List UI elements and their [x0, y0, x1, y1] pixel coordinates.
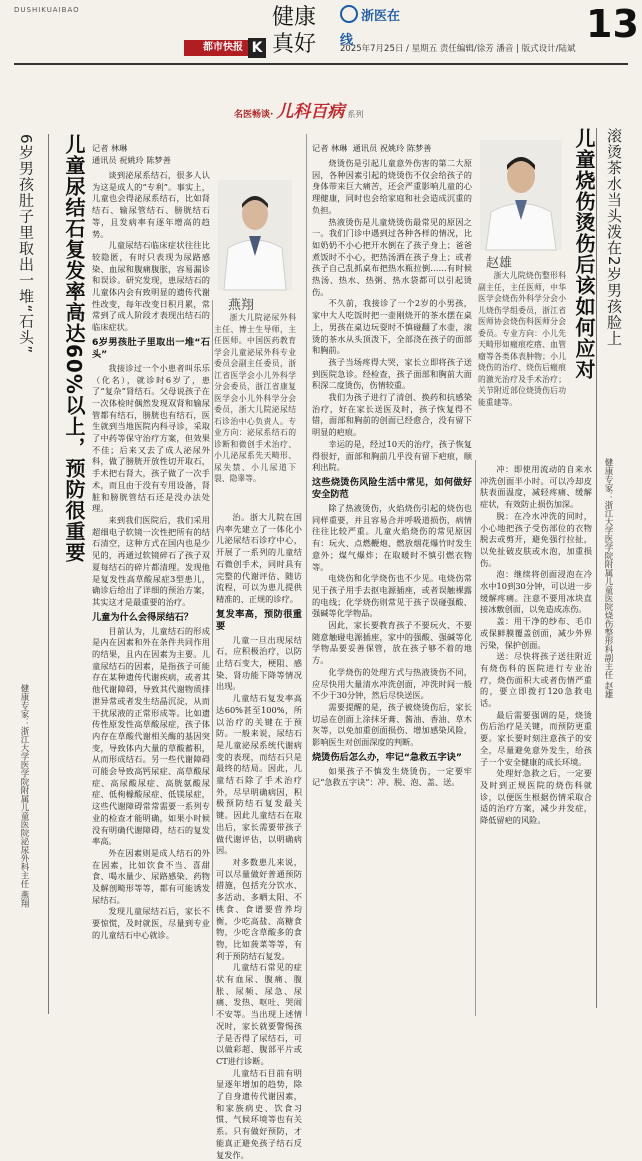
expert-bio-right: 浙大儿院烧伤整形科副主任，主任医师，中华医学会烧伤外科学分会小儿烧伤学组委员，浙江省医师协会烧伤科医师分会委员。专业方向：小儿先天畸形如瘢痕疙瘩、血管瘤等各类体表肿物；小儿烧伤的治疗、烧伤后瘢痕的激光治疗及手术治疗；关节附近部位烧烫伤后功能重建等。 [478, 271, 566, 407]
paragraph: 处理好急救之后，一定要及时到正规医院的烧伤科就诊，以便医生根据伤情采取合适的治疗方案，减少并发症，降低留疤的风险。 [480, 768, 592, 826]
left-byline-correspondent: 通讯员 祝姚玲 陈梦善 [92, 155, 171, 165]
paragraph: 脱：在冷水冲洗的同时，小心地把孩子受伤部位的衣物脱去或剪开，避免强行拉扯，以免扯破皮肤或水泡，加重损伤。 [480, 510, 592, 568]
left-byline [92, 142, 212, 166]
paragraph: 不久前，我接诊了一个2岁的小男孩，家中大人吃饭时把一壶刚烧开的茶水摆在桌上，男孩在桌边玩耍时不慎碰翻了水壶，滚烫的茶水从头顶泼下，全部浇在孩子的面部和胸前。 [312, 298, 472, 356]
right-credit: 健康专家：浙江大学医学院附属儿童医院烧伤整形科副主任 赵雄 [603, 458, 613, 699]
dateline: 2025年7月25日 / 星期五 责任编辑/徐芳 潘音 | 版式设计/陆斌 [340, 44, 576, 54]
paragraph: 幸运的是，经过10天的治疗，孩子恢复得很好，面部和胸前几乎没有留下疤痕，顺利出院。 [312, 438, 472, 473]
masthead-site-name: DUSHIKUAIBAO [14, 6, 80, 14]
right-byline-correspondent: 通讯员 祝姚玲 陈梦善 [352, 143, 432, 153]
series-suffix: 系列 [347, 110, 364, 119]
brand-logo-k-icon: K [248, 38, 266, 58]
section-heading: 这些烧烫伤风险生活中常见，如何做好安全防范 [312, 476, 472, 500]
expert-portrait-yan-xiang [218, 180, 292, 290]
paragraph: 如果孩子不慎发生烧烫伤，一定要牢记“急救五字诀”：冲、脱、泡、盖、送。 [312, 765, 472, 788]
paragraph: 儿童结石复发率高达60%甚至100%，所以治疗的关键在于预防。一般来说，尿结石是儿童泌尿系统代谢病变的表现，而结石只是最终的结局。因此，儿童结石除了手术治疗外，尽早明确病因，积极预防结石复发最关键。因此儿童结石在取出后，家长需要带孩子做代谢评估，以明确病因。 [216, 693, 302, 856]
paragraph: 儿童一旦出现尿结石，应积极治疗，以防止结石变大，梗阻、感染、肾功能下降等情况出现。 [216, 634, 302, 692]
paragraph: 发现儿童尿结石后，家长不要惊慌，及时就医，尽量到专业的儿童结石中心就诊。 [92, 906, 210, 940]
section-heading: 复发率高，预防很重要 [216, 608, 302, 632]
page-number: 13 [586, 2, 639, 46]
right-article-column-1 [312, 158, 472, 1016]
expert-name-left: 燕翔 [228, 298, 255, 313]
paragraph: 热液烫伤是儿童烧烫伤最常见的原因之一。我们门诊中遇到过各种各样的情况，比如奶奶不小心把开水倒在了孩子身上；爸爸煮饭时不小心，把热汤洒在孩子身上；或者孩子自己乱抓桌布把热水瓶拉倒……有时候热汤、热水、热粥、热水袋都可以引起烫伤。 [312, 216, 472, 297]
paragraph: 电烧伤和化学烧伤也不少见。电烧伤常见于孩子用手去抠电源插座，或者误触裸露的电线；化学烧伤则常见于孩子误碰强酸、强碱等化学物品。 [312, 573, 472, 619]
paragraph: 除了热液烫伤，火焰烧伤引起的烧伤也同样重要，并且容易合并呼吸道损伤，病情往往比较严重。儿童火焰烧伤的常见原因有：玩火、点燃鞭炮、燃放烟花爆竹时发生意外；煤气爆炸；在取暖时不慎引燃衣物等。 [312, 502, 472, 572]
expert-bio-left: 浙大儿院泌尿外科主任、博士生导师，主任医师。中国医药教育学会儿童泌尿外科专业委员会副主任委员，浙江省医学会小儿外科学分会委员，浙江省康复医学会小儿外科学分会委员，浙大儿院泌尿结石诊治中心负责人。专业方向：泌尿系结石的诊断和微创手术治疗、小儿泌尿系先天畸形、尿失禁、小儿尿道下裂、隐睾等。 [214, 313, 296, 483]
left-byline-reporter: 记者 林琳 [92, 143, 128, 153]
masthead-rule [14, 63, 628, 65]
right-column-rule [475, 460, 476, 1016]
paragraph: 我接诊过一个小患者叫乐乐（化名），就诊时6岁了，患了“复杂”肾结石。父母说孩子在一次体检时偶然发现双肾和输尿管都有结石，膀胱也有结石，医生就到当地医院内科寻诊，采取了中药等保守治疗方案，但效果不佳；后来又去了成人泌尿外科，做了膀胱开放性切开取石，手术把右肾大，孩子做了一次手术，而且由于没有专用设备，肾脏和膀胱管结石还是没办法处理。 [92, 362, 210, 514]
paragraph: 来到我们医院后，我们采用超细电子软镜一次性把所有的结石清空，这种方式在国内也是少见的，再通过软镜碎石了孩子双夏每结石的碎片都清理。发现他是复发性高草酸尿症3型患儿，确诊后给出了详细的预治方案，其实这才是最重要的治疗。 [92, 514, 210, 607]
left-article-column-1 [92, 170, 210, 1016]
left-article-title: 儿童尿结石复发率高达60%以上，预防很重要 [62, 134, 86, 563]
paragraph: 泡：继续将创面浸泡在冷水中10到30分钟，可以进一步缓解疼痛。注意不要用冰块直接冰敷创面，以免造成冻伤。 [480, 569, 592, 615]
paragraph: 谈到泌尿系结石，很多人认为这是成人的“专利”。事实上，儿童也会得泌尿系结石，比如肾结石、输尿管结石、膀胱结石等，且发病率有逐年增高的趋势。 [92, 170, 210, 239]
paragraph: 盖：用干净的纱布、毛巾或保鲜膜覆盖创面，减少外界污染，保护创面。 [480, 616, 592, 650]
paragraph: 儿童结石常见的症状有血尿、腹痛、腹胀、尿频、尿急、尿痛、发热、呕吐、哭闹不安等。当出现上述情况时，家长就要警惕孩子是否得了尿结石，可以做彩超、腹部平片或CT进行诊断。 [216, 962, 302, 1066]
paragraph: 最后需要强调的是，烧烫伤后治疗是关键，而预防更重要。家长要时刻注意孩子的安全，尽量避免意外发生，给孩子一个安全健康的成长环境。 [480, 709, 592, 767]
left-article-column-2 [216, 512, 302, 1160]
right-article-column-2 [480, 464, 592, 1016]
paragraph: 治。浙大儿院在国内率先建立了一体化小儿泌尿结石诊疗中心，开展了一系列的儿童结石微创手术，同时具有完整的代谢评估、随访流程，可以为患儿提供精准的、正规的诊疗。 [216, 512, 302, 604]
right-byline-reporter: 记者 林琳 [312, 143, 348, 153]
section-title: 健康真好 [272, 5, 317, 57]
paragraph: 化学烧伤的处理方式与热液烫伤不同，应尽快用大量清水冲洗创面，冲洗时间一般不少于30分钟，然后尽快送医。 [312, 666, 472, 701]
doctor-portrait-icon [480, 140, 562, 250]
paragraph: 儿童结石目前有明显逐年增加的趋势，除了自身遗传代谢因素，和家族病史、饮食习惯、气候环境等也有关系。只有做好预防，才能真正避免孩子结石反复发作。 [216, 1067, 302, 1160]
partner-logo-text: 浙医在线 [340, 9, 401, 48]
series-banner [234, 97, 414, 122]
right-article-title: 儿童烧伤烫伤后该如何应对 [572, 128, 596, 380]
series-prefix: 名医畅谈· [234, 110, 274, 120]
left-article-subtitle: 6岁男孩肚子里取出一堆“石头” [17, 134, 35, 355]
doctor-portrait-icon [218, 180, 292, 290]
right-title-rule [596, 128, 597, 1008]
expert-name-right: 赵雄 [486, 256, 513, 271]
paragraph: 需要提醒的是，孩子被烧烫伤后，家长切忌在创面上涂抹牙膏、酱油、香油、草木灰等，以免加重创面损伤、增加感染风险，影响医生对创面深度的判断。 [312, 701, 472, 748]
paragraph: 对多数患儿来说，可以尽量做好普通预防措施，包括充分饮水、多活动、多晒太阳、不挑食、食谱要营养均衡，少吃高盐、高糖食物，少吃含草酸多的食物，比如菠菜等等，有利于预防结石复发。 [216, 856, 302, 961]
paragraph: 我们为孩子进行了清创、换药和抗感染治疗，好在家长送医及时，孩子恢复得不错，面部和胸前的创面已经愈合，没有留下明显的疤痕。 [312, 392, 472, 438]
partner-logo [340, 5, 410, 48]
paragraph: 送：尽快将孩子送往附近有烧伤科的医院进行专业治疗，烧伤面积大或者伤情严重的，要立即拨打120急救电话。 [480, 651, 592, 709]
left-column-rule [212, 300, 213, 1016]
paragraph: 儿童尿结石临床症状往往比较隐匿，有时只表现为尿路感染、血尿和腹痛腹胀，容易漏诊和误诊。研究发现，患尿结石的儿童体内会有致明显的遗传代谢性改变，每年改变日积月累，常常到了成人阶段才表现出结石的临床症状。 [92, 240, 210, 333]
paragraph: 孩子当场疼得大哭，家长立即将孩子送到医院急诊。经检查，孩子面部和胸前大面积深二度烫伤，伤情较重。 [312, 356, 472, 391]
paragraph: 外在因素则是成人结石的外在因素，比如饮食不当、喜甜食、喝水量少、尿路感染、药物及解剖畸形等等，都有可能诱发尿结石。 [92, 847, 210, 905]
article-divider [306, 134, 307, 1016]
paragraph: 目前认为，儿童结石的形成是内在因素和外在条件共同作用的结果，且内在因素为主要。儿童尿结石的因素，是指孩子可能存在某种遗传代谢疾病，或者其他代谢障碍，导致其代谢物质排泄异常或者发生结晶沉淀，从而干扰尿液的正常形成等。比如遗传性原发性高草酸尿症，孩子体内存在草酸代谢相关酶的基因突变，导致体内大量的草酸蓄积，从而形成结石。另一些代谢障碍可能会导致高钙尿症、高草酸尿症、高尿酸尿症、高胱氨酸尿症、低枸橼酸尿症、低镁尿症，这些代谢障碍常常需要一系列专业的检查才能明确，如果小时候没有明确代谢障碍，结石的复发率高。 [92, 625, 210, 847]
paragraph: 烧烫伤是引起儿童意外伤害的第二大原因，各种因素引起的烧烫伤不仅会给孩子的身体带来巨大痛苦，还会严重影响儿童的心理健康，同时也会给家庭和社会造成沉重的负担。 [312, 158, 472, 215]
brand-logo: 都市快报 [184, 40, 262, 56]
right-article-subtitle: 滚烫茶水当头泼在2岁男孩脸上 [605, 128, 623, 347]
right-byline [312, 142, 472, 154]
paragraph: 因此，家长要教育孩子不要玩火、不要随意触碰电源插座，家中的强酸、强碱等化学物品要妥善保管，放在孩子够不着的地方。 [312, 620, 472, 666]
paragraph: 冲：即使用流动的自来水冲洗创面半小时。可以冷却皮肤表面温度，减轻疼痛、缓解症状，有效防止损伤加深。 [480, 464, 592, 510]
left-credit: 健康专家：浙江大学医学院附属儿童医院泌尿外科主任 燕翔 [19, 684, 29, 908]
section-heading: 儿童为什么会得尿结石？ [92, 611, 194, 623]
section-heading: 6岁男孩肚子里取出一堆“石头” [92, 336, 210, 360]
expert-portrait-zhao-xiong [480, 140, 562, 250]
left-title-rule [48, 134, 49, 1014]
partner-logo-icon [340, 5, 358, 23]
section-heading: 烧烫伤后怎么办，牢记“急救五字诀” [312, 751, 462, 763]
series-name: 儿科百病 [276, 102, 345, 122]
